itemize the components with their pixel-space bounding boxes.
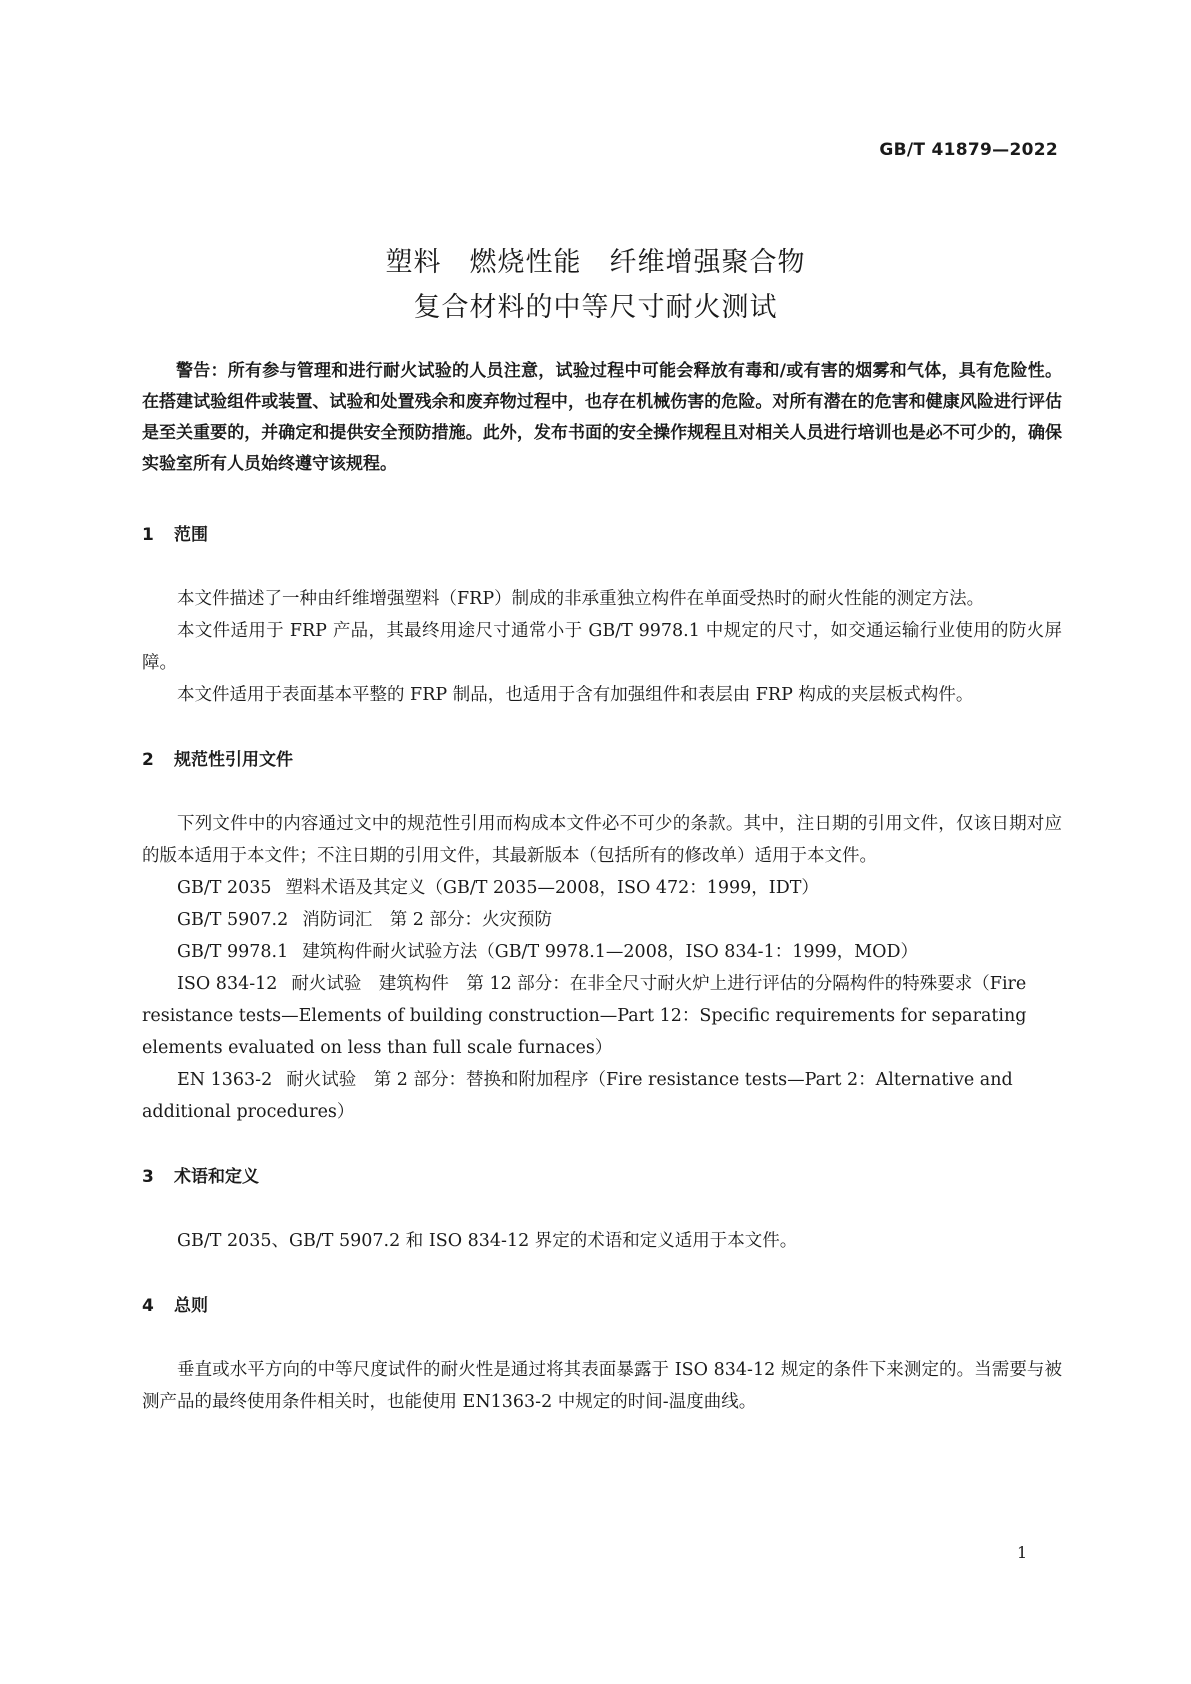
reference-code: GB/T 2035 [177, 878, 272, 898]
reference-text: 塑料术语及其定义（GB/T 2035—2008，ISO 472：1999，IDT） [285, 878, 819, 898]
standard-code: GB/T 41879—2022 [879, 140, 1058, 160]
reference-item [142, 872, 1062, 904]
reference-text: 消防词汇 第 2 部分：火灾预防 [302, 910, 552, 930]
section-title: 范围 [174, 525, 208, 545]
reference-item [142, 1064, 1062, 1128]
reference-item [142, 936, 1062, 968]
reference-text: 耐火试验 建筑构件 第 12 部分：在非全尺寸耐火炉上进行评估的分隔构件的特殊要求（Fire resistance tests—Elements of building construction—Part 12：Specific requirements for separating elements evaluated on less than full scale furnaces） [142, 974, 1027, 1058]
reference-item [142, 968, 1062, 1064]
scope-paragraph: 本文件描述了一种由纤维增强塑料（FRP）制成的非承重独立构件在单面受热时的耐火性能的测定方法。 [177, 589, 985, 609]
section-title: 术语和定义 [174, 1167, 259, 1187]
section-heading-normative [142, 745, 1062, 770]
reference-code: GB/T 5907.2 [177, 910, 289, 930]
reference-code: ISO 834-12 [177, 974, 278, 994]
reference-text: 建筑构件耐火试验方法（GB/T 9978.1—2008，ISO 834-1：1999，MOD） [302, 942, 919, 962]
section-number: 4 [142, 1296, 154, 1316]
section-number: 2 [142, 750, 154, 770]
section-heading-scope [142, 520, 1062, 545]
document-title [0, 240, 1191, 330]
section-number: 1 [142, 525, 154, 545]
normative-intro: 下列文件中的内容通过文中的规范性引用而构成本文件必不可少的条款。其中，注日期的引用文件，仅该日期对应的版本适用于本文件；不注日期的引用文件，其最新版本（包括所有的修改单）适用于本文件。 [142, 814, 1062, 866]
general-paragraph: 垂直或水平方向的中等尺度试件的耐火性是通过将其表面暴露于 ISO 834-12 规定的条件下来测定的。当需要与被测产品的最终使用条件相关时，也能使用 EN1363-2 中规定的时间-温度曲线。 [142, 1360, 1062, 1412]
scope-paragraph: 本文件适用于 FRP 产品，其最终用途尺寸通常小于 GB/T 9978.1 中规定的尺寸，如交通运输行业使用的防火屏障。 [142, 621, 1062, 673]
document-body [142, 356, 1062, 1418]
reference-code: GB/T 9978.1 [177, 942, 289, 962]
section-title: 规范性引用文件 [174, 750, 293, 770]
reference-code: EN 1363-2 [177, 1070, 273, 1090]
section-heading-terms [142, 1162, 1062, 1187]
scope-paragraph: 本文件适用于表面基本平整的 FRP 制品，也适用于含有加强组件和表层由 FRP 构成的夹层板式构件。 [177, 685, 974, 705]
section-title: 总则 [174, 1296, 208, 1316]
title-line-1: 塑料 燃烧性能 纤维增强聚合物 [385, 247, 806, 278]
title-line-2: 复合材料的中等尺寸耐火测试 [413, 292, 778, 323]
page-number: 1 [1017, 1543, 1028, 1562]
reference-text: 耐火试验 第 2 部分：替换和附加程序（Fire resistance tests—Part 2：Alternative and additional procedures） [142, 1070, 1013, 1122]
reference-item [142, 904, 1062, 936]
terms-paragraph: GB/T 2035、GB/T 5907.2 和 ISO 834-12 界定的术语和定义适用于本文件。 [177, 1231, 798, 1251]
section-number: 3 [142, 1167, 154, 1187]
warning-paragraph: 警告：所有参与管理和进行耐火试验的人员注意，试验过程中可能会释放有毒和/或有害的烟雾和气体，具有危险性。在搭建试验组件或装置、试验和处置残余和废弃物过程中，也存在机械伤害的危险。对所有潜在的危害和健康风险进行评估是至关重要的，并确定和提供安全预防措施。此外，发布书面的安全操作规程且对相关人员进行培训也是必不可少的，确保实验室所有人员始终遵守该规程。 [142, 361, 1062, 474]
section-heading-general [142, 1291, 1062, 1316]
